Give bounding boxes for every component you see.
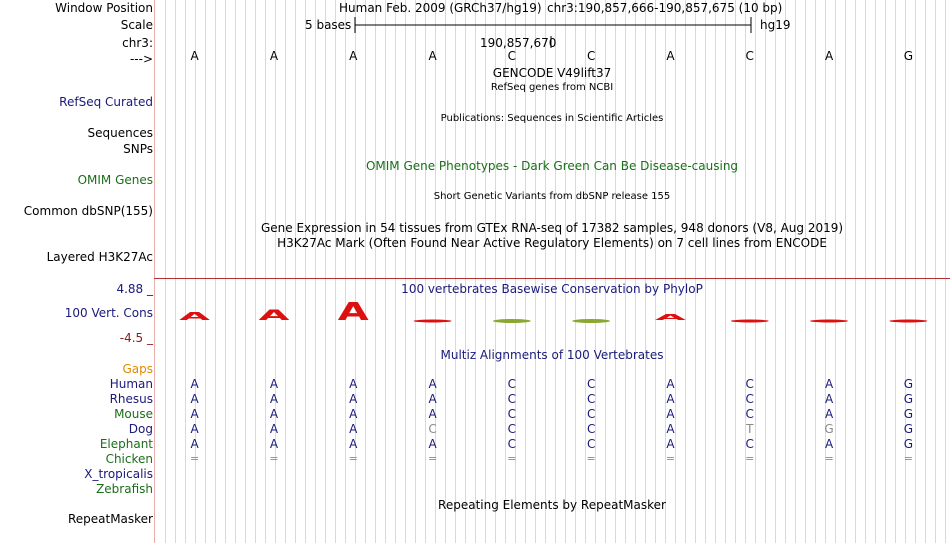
refseq-label[interactable]: RefSeq Curated [59, 95, 153, 109]
alignment-base: G [903, 437, 913, 451]
base-letter: G [903, 49, 913, 63]
alignment-base: A [190, 437, 199, 451]
base-letter: A [269, 49, 279, 63]
alignment-base: C [586, 437, 596, 451]
alignment-base: A [349, 377, 358, 391]
alignment-base: A [666, 377, 675, 391]
cons-logo-mark [414, 320, 452, 323]
alignment-base: A [666, 392, 675, 406]
alignment-base: A [428, 407, 437, 421]
gtex-title: Gene Expression in 54 tissues from GTEx RNA-seq of 17382 samples, 948 donors (V8, Aug 2019) [260, 221, 844, 235]
alignment-base: C [507, 422, 517, 436]
alignment-base: A [824, 407, 834, 421]
species-label-x_tropicalis[interactable]: X_tropicalis [84, 467, 153, 481]
alignment-base: A [190, 422, 199, 436]
alignment-base: G [903, 422, 913, 436]
sequences-label[interactable]: Sequences [87, 126, 153, 140]
alignment-base: C [586, 407, 596, 421]
cons-track-label[interactable]: 100 Vert. Cons [64, 306, 153, 320]
alignment-base: A [666, 422, 675, 436]
chrom-label: chr3: [122, 36, 153, 50]
cons-logo-mark [731, 320, 769, 323]
base-letter: A [666, 49, 675, 63]
alignment-base: C [428, 422, 437, 436]
cons-logo-letter: A [258, 307, 290, 324]
cons-logo-mark [493, 319, 531, 323]
base-letter: A [824, 49, 834, 63]
coordinate-text: 190,857,670 [480, 36, 557, 50]
alignment-base: A [190, 392, 199, 406]
alignment-base: G [903, 377, 913, 391]
alignment-base: G [824, 422, 834, 436]
window-position-label: Window Position [55, 1, 153, 15]
alignment-base: C [507, 407, 517, 421]
h3k27ac-title: H3K27Ac Mark (Often Found Near Active Regulatory Elements) on 7 cell lines from ENCODE [277, 236, 827, 250]
omim-title: OMIM Gene Phenotypes - Dark Green Can Be Disease-causing [365, 159, 739, 173]
alignment-base: A [269, 422, 279, 436]
alignment-base: = [745, 452, 755, 465]
cons-logo-mark [810, 320, 848, 323]
alignment-base: A [666, 407, 675, 421]
alignment-base: A [349, 407, 358, 421]
alignment-base: A [269, 392, 279, 406]
cons-min-label: -4.5 _ [119, 331, 153, 345]
alignment-base: C [745, 377, 754, 391]
alignment-base: A [428, 377, 437, 391]
alignment-base: = [348, 452, 358, 465]
repeatmasker-label[interactable]: RepeatMasker [67, 512, 153, 526]
omim-label[interactable]: OMIM Genes [77, 173, 153, 187]
cons-logo-letter: A [179, 309, 211, 323]
scale-label: Scale [120, 18, 153, 32]
alignment-base: C [507, 437, 517, 451]
base-letter: A [190, 49, 199, 63]
alignment-base: = [507, 452, 517, 465]
strand-label[interactable]: ---> [129, 52, 153, 66]
cons-logo-letter: A [337, 296, 369, 327]
gaps-label[interactable]: Gaps [122, 362, 153, 376]
alignment-base: A [269, 407, 279, 421]
alignment-base: A [824, 437, 834, 451]
alignment-base: = [903, 452, 913, 465]
alignment-base: A [824, 392, 834, 406]
alignment-base: C [507, 377, 517, 391]
alignment-base: G [903, 407, 913, 421]
alignment-base: = [269, 452, 279, 465]
species-label-elephant[interactable]: Elephant [99, 437, 153, 451]
alignment-base: = [586, 452, 596, 465]
repeatmasker-title: Repeating Elements by RepeatMasker [438, 498, 666, 512]
alignment-base: G [903, 392, 913, 406]
gencode-title[interactable]: GENCODE V49lift37 [492, 66, 612, 80]
alignment-base: = [665, 452, 676, 465]
dbsnp-label[interactable]: Common dbSNP(155) [23, 204, 153, 218]
cons-max-label: 4.88 _ [116, 282, 153, 296]
alignment-base: C [745, 407, 754, 421]
base-letter: A [428, 49, 437, 63]
alignment-base: = [824, 452, 834, 465]
alignment-base: C [586, 377, 596, 391]
alignment-base: C [586, 422, 596, 436]
position-text: chr3:190,857,666-190,857,675 (10 bp) [547, 1, 783, 15]
species-label-chicken[interactable]: Chicken [105, 452, 153, 466]
cons-logo-mark [572, 319, 610, 323]
alignment-base: C [586, 392, 596, 406]
alignment-base: A [349, 392, 358, 406]
base-letter: C [507, 49, 517, 63]
cons-title: 100 vertebrates Basewise Conservation by PhyloP [401, 282, 703, 296]
db-text: hg19 [760, 18, 791, 32]
snps-label[interactable]: SNPs [123, 142, 153, 156]
alignment-base: = [427, 452, 438, 465]
alignment-base: A [666, 437, 675, 451]
base-letter: A [349, 49, 358, 63]
base-letter: C [745, 49, 754, 63]
alignment-base: A [269, 437, 279, 451]
publications-title: Publications: Sequences in Scientific Articles [440, 113, 664, 124]
refseq-subtitle: RefSeq genes from NCBI [490, 82, 614, 93]
species-label-mouse[interactable]: Mouse [114, 407, 153, 421]
species-label-human[interactable]: Human [109, 377, 153, 391]
alignment-base: A [349, 422, 358, 436]
dbsnp-title: Short Genetic Variants from dbSNP release 155 [433, 191, 671, 202]
cons-logo-mark [889, 320, 927, 323]
alignment-base: A [190, 377, 199, 391]
scale-bases-text: 5 bases [305, 18, 352, 32]
species-label-rhesus[interactable]: Rhesus [109, 392, 153, 406]
cons-logo-letter: A [654, 312, 686, 322]
alignment-base: C [745, 437, 754, 451]
alignment-base: A [269, 377, 279, 391]
assembly-text: Human Feb. 2009 (GRCh37/hg19) [339, 1, 542, 15]
alignment-base: A [190, 407, 199, 421]
species-label-dog[interactable]: Dog [128, 422, 153, 436]
alignment-base: C [507, 392, 517, 406]
h3k27ac-label[interactable]: Layered H3K27Ac [46, 250, 153, 264]
alignment-base: C [745, 392, 754, 406]
alignment-base: = [190, 452, 200, 465]
base-letter: C [586, 49, 596, 63]
multiz-title: Multiz Alignments of 100 Vertebrates [440, 348, 664, 362]
alignment-base: A [824, 377, 834, 391]
alignment-base: A [428, 392, 437, 406]
alignment-base: A [349, 437, 358, 451]
alignment-base: A [428, 437, 437, 451]
species-label-zebrafish[interactable]: Zebrafish [96, 482, 153, 496]
alignment-base: T [746, 422, 754, 436]
